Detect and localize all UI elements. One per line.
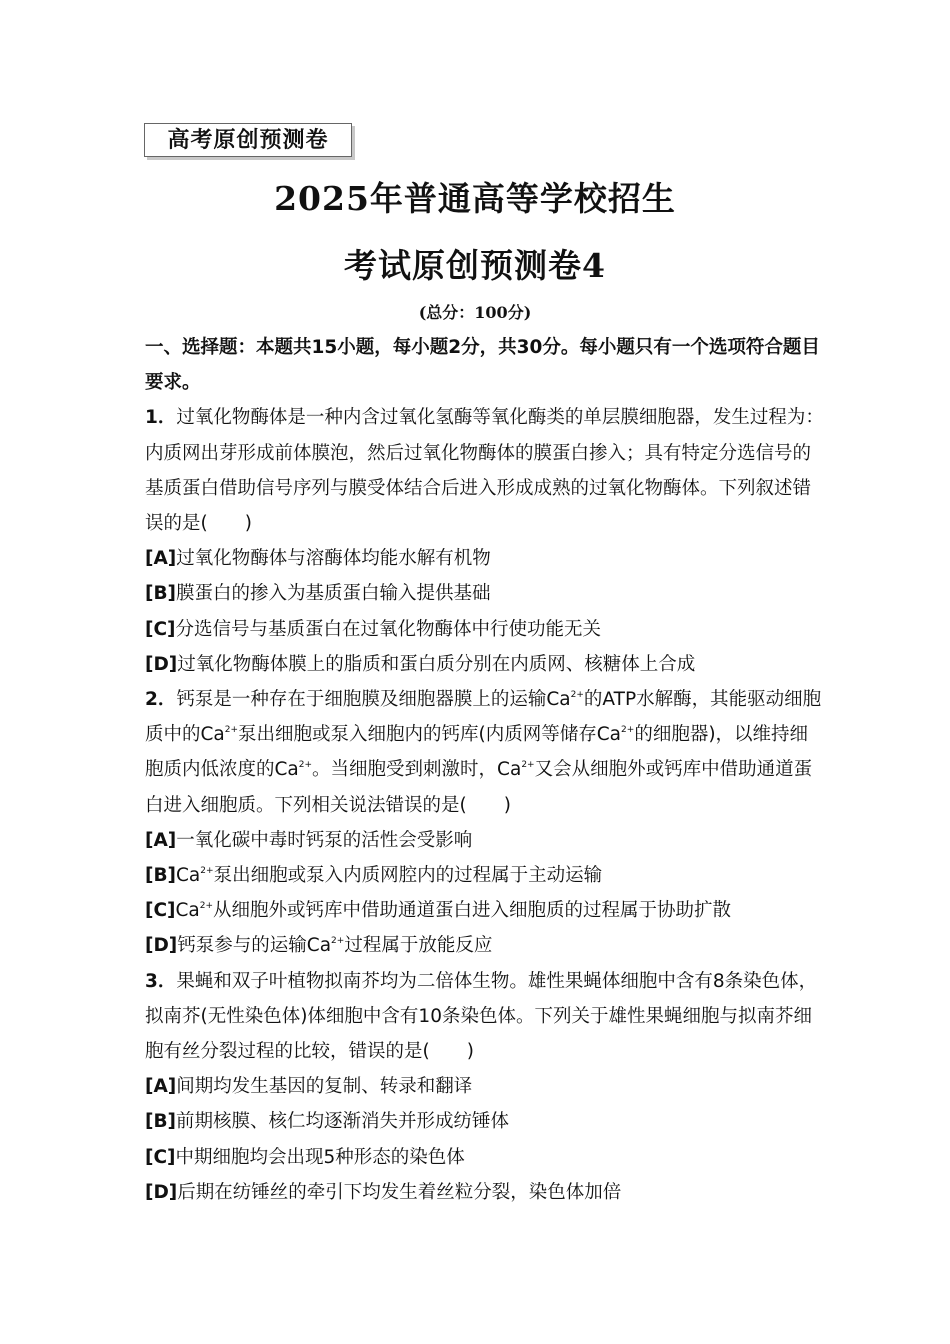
option-text-prefix: 钙泵参与的运输Ca [177, 935, 332, 957]
option-label: [D] [145, 935, 178, 957]
exam-title-line1: 2025年普通高等学校招生 [274, 179, 676, 218]
option-text: 前期核膜、核仁均逐渐消失并形成纺锤体 [176, 1111, 510, 1133]
section-instruction [145, 330, 825, 400]
option-label: [D] [145, 653, 178, 675]
option-text: 膜蛋白的掺入为基质蛋白输入提供基础 [176, 583, 491, 605]
option-label: [B] [145, 1111, 177, 1133]
total-score: (总分：100分) [418, 303, 532, 322]
option-text: 从细胞外或钙库中借助通道蛋白进入细胞质的过程属于协助扩散 [213, 900, 732, 922]
question-text: 的细胞器)，以维持细胞质内低浓度的Ca [145, 724, 809, 781]
ion-charge: 2+ [298, 760, 313, 771]
option-text-prefix: Ca [176, 865, 201, 887]
q1-option-b [145, 576, 825, 611]
option-text: 分选信号与基质蛋白在过氧化物酶体中行使功能无关 [175, 618, 602, 640]
ion-charge: 2+ [621, 725, 635, 736]
option-text: 过氧化物酶体膜上的脂质和蛋白质分别在内质网、核糖体上合成 [177, 653, 696, 675]
question-number: 2． [145, 689, 177, 711]
section-instruction-text: 本题共15小题，每小题2分，共30分。每小题只有一个选项符合题目要求。 [145, 337, 820, 394]
q1-option-d [145, 647, 825, 682]
question-number: 1． [145, 407, 177, 429]
option-label: [D] [145, 1181, 178, 1203]
option-text: 后期在纺锤丝的牵引下均发生着丝粒分裂，染色体加倍 [177, 1181, 622, 1203]
question-number: 3． [145, 970, 177, 992]
q2-option-c [145, 893, 825, 928]
q3-option-c [145, 1140, 825, 1175]
q2-option-b [145, 858, 825, 893]
ion-charge: 2+ [200, 866, 214, 877]
question-text: 果蝇和双子叶植物拟南芥均为二倍体生物。雄性果蝇体细胞中含有8条染色体，拟南芥(无性染色体)体细胞中含有10条染色体。下列关于雄性果蝇细胞与拟南芥细胞有丝分裂过程的比较，错误的是( ) [145, 970, 818, 1063]
exam-body [145, 330, 825, 1210]
option-label: [A] [145, 1076, 177, 1098]
option-text: 过氧化物酶体与溶酶体均能水解有机物 [176, 548, 491, 570]
option-label: [C] [145, 1146, 176, 1168]
option-text: 间期均发生基因的复制、转录和翻译 [176, 1076, 473, 1098]
section-heading: 一、选择题： [145, 337, 257, 358]
option-label: [C] [145, 618, 176, 640]
exam-title-line2: 考试原创预测卷4 [344, 246, 606, 285]
option-text: 一氧化碳中毒时钙泵的活性会受影响 [176, 829, 473, 851]
question-text: 又会从细胞外或钙库中借助通道蛋白进入细胞质。下列相关说法错误的是( ) [145, 759, 813, 816]
option-text-prefix: Ca [175, 900, 200, 922]
q3-option-b [145, 1104, 825, 1139]
option-label: [A] [145, 829, 177, 851]
question-text: 的ATP水解酶，其能驱动细胞质中的Ca [145, 689, 822, 746]
question-text: 。当细胞受到刺激时，Ca [312, 759, 522, 781]
q3-option-a [145, 1069, 825, 1104]
question-2-stem [145, 682, 825, 823]
q1-option-c [145, 612, 825, 647]
ion-charge: 2+ [224, 725, 239, 736]
ion-charge: 2+ [199, 901, 214, 912]
option-text: 泵出细胞或泵入内质网腔内的过程属于主动运输 [213, 865, 603, 887]
ion-charge: 2+ [331, 936, 345, 947]
option-label: [C] [145, 900, 176, 922]
exam-type-badge: 高考原创预测卷 [144, 123, 352, 157]
q3-option-d [145, 1175, 825, 1210]
option-label: [B] [145, 583, 177, 605]
q2-option-d [145, 928, 825, 963]
ion-charge: 2+ [570, 690, 584, 701]
option-label: [B] [145, 865, 177, 887]
question-3-stem [145, 964, 825, 1070]
question-text: 钙泵是一种存在于细胞膜及细胞器膜上的运输Ca [176, 689, 571, 711]
option-text: 中期细胞均会出现5种形态的染色体 [175, 1146, 465, 1168]
ion-charge: 2+ [521, 760, 535, 771]
q2-option-a [145, 823, 825, 858]
option-text: 过程属于放能反应 [344, 935, 493, 957]
q1-option-a [145, 541, 825, 576]
question-text: 过氧化物酶体是一种内含过氧化氢酶等氧化酶类的单层膜细胞器，发生过程为：内质网出芽形成前体膜泡，然后过氧化物酶体的膜蛋白掺入；具有特定分选信号的基质蛋白借助信号序列与膜受体结合后进入形成成熟的过氧化物酶体。下列叙述错误的是( ) [145, 407, 824, 535]
question-1-stem [145, 400, 825, 541]
question-text: 泵出细胞或泵入细胞内的钙库(内质网等储存Ca [238, 724, 622, 746]
option-label: [A] [145, 548, 177, 570]
